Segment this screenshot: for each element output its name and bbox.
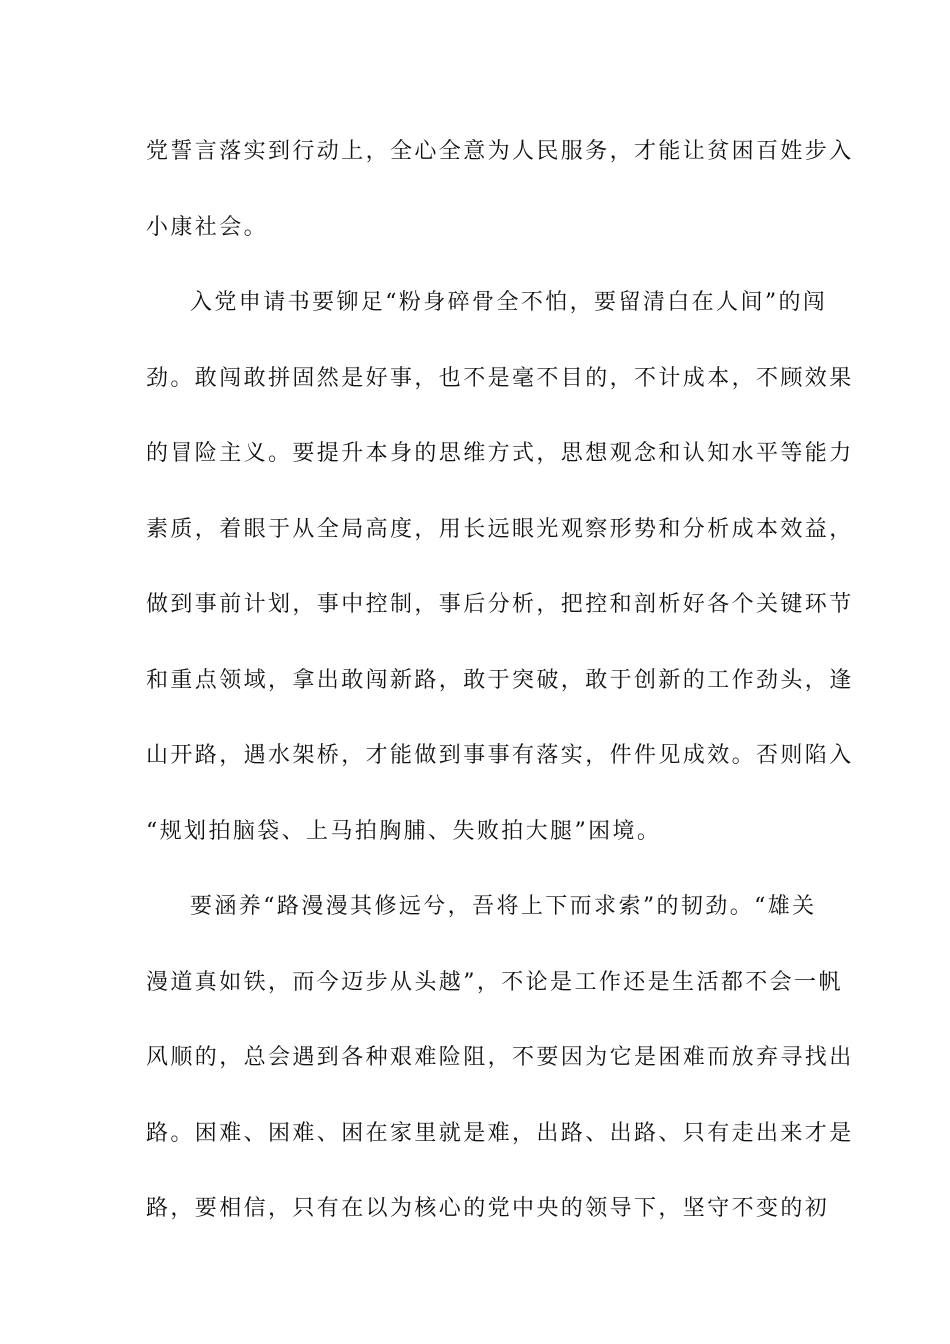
text-line: 素质，着眼于从全局高度，用长远眼光观察形势和分析成本效益， <box>146 516 854 542</box>
text-line: 山开路，遇水架桥，才能做到事事有落实，件件见成效。否则陷入 <box>146 743 854 768</box>
text-line: 路。困难、困难、困在家里就是难，出路、出路、只有走出来才是 <box>146 1120 854 1146</box>
text-line: 小康社会。 <box>146 214 269 240</box>
text-line: 的冒险主义。要提升本身的思维方式，思想观念和认知水平等能力 <box>146 441 854 466</box>
document-body <box>146 130 854 1263</box>
text-line: 漫道真如铁，而今迈步从头越”，不论是工作还是生活都不会一帆 <box>146 969 843 995</box>
text-line: 党誓言落实到行动上，全心全意为人民服务，才能让贫困百姓步入 <box>146 139 854 164</box>
text-line: 和重点领域，拿出敢闯新路，敢于突破，敢于创新的工作劲头，逢 <box>146 667 854 693</box>
text-line: 风顺的，总会遇到各种艰难险阻，不要因为它是困难而放弃寻找出 <box>146 1045 854 1070</box>
text-line: “规划拍脑袋、上马拍胸脯、失败拍大腿”困境。 <box>146 818 662 844</box>
text-line: 劲。敢闯敢拼固然是好事，也不是毫不目的，不计成本，不顾效果 <box>146 365 854 391</box>
paragraph-first-line: 要涵养“路漫漫其修远兮，吾将上下而求索”的韧劲。“雄关 <box>190 894 817 919</box>
text-line: 做到事前计划，事中控制，事后分析，把控和剖析好各个关键环节 <box>146 592 854 617</box>
paragraph-first-line: 入党申请书要铆足“粉身碎骨全不怕，要留清白在人间”的闯 <box>190 290 828 315</box>
text-line: 路，要相信，只有在以为核心的党中央的领导下，坚守不变的初 <box>146 1196 830 1221</box>
